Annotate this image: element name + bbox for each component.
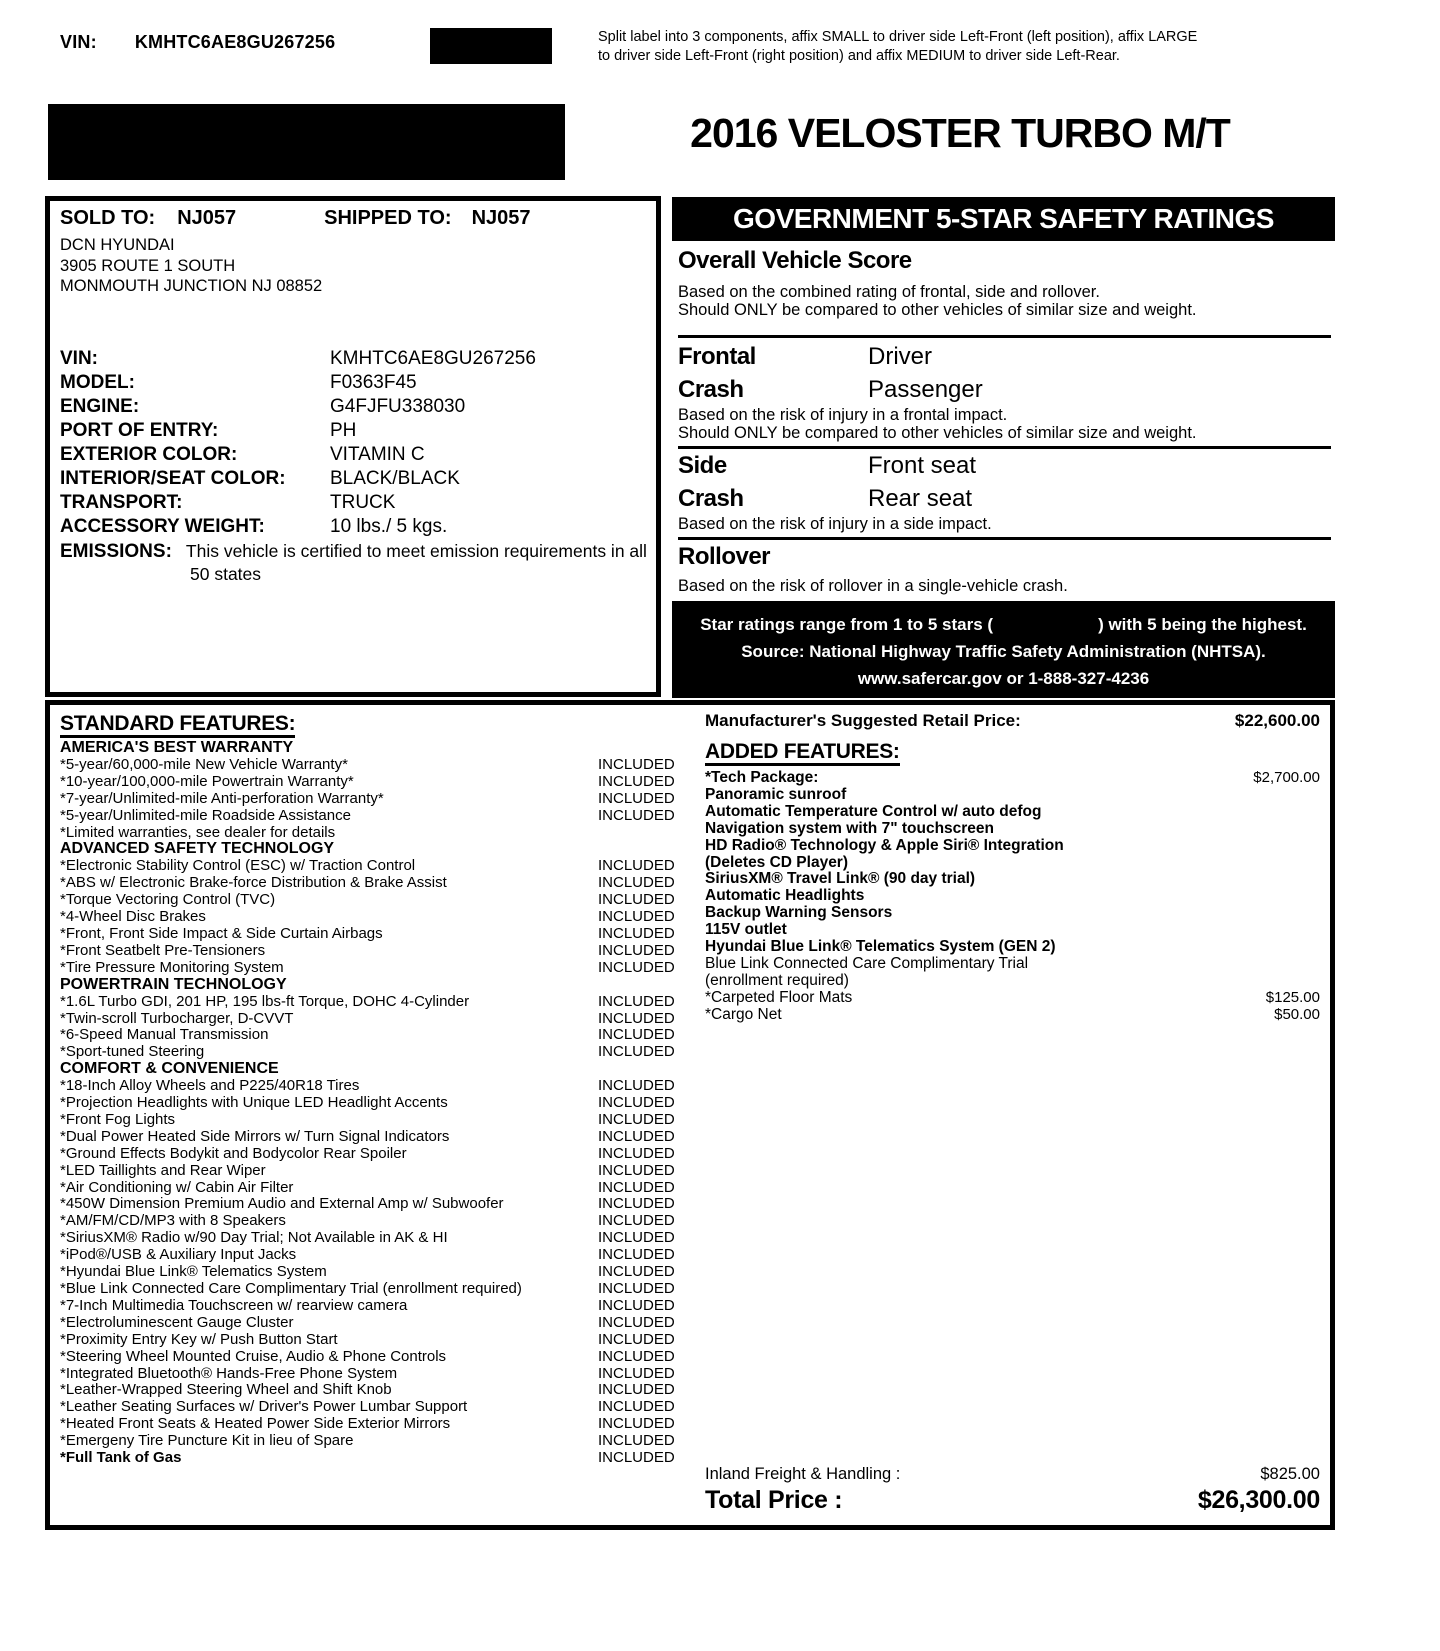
- standard-features-list: [60, 740, 688, 1467]
- added-feature-name: *Carpeted Floor Mats: [705, 988, 853, 1006]
- spec-row: [60, 347, 536, 371]
- added-feature-row: [705, 770, 1320, 787]
- added-feature-name: *Cargo Net: [705, 1005, 782, 1023]
- feature-row: [60, 1146, 688, 1163]
- added-feature-name: (enrollment required): [705, 971, 849, 989]
- spec-value: VITAMIN C: [330, 444, 425, 465]
- feature-name: *Twin-scroll Turbocharger, D-CVVT: [60, 1009, 294, 1027]
- feature-included: INCLUDED: [598, 891, 675, 909]
- added-feature-row: [705, 1007, 1320, 1024]
- feature-included: INCLUDED: [598, 857, 675, 875]
- sold-shipped-row: [60, 207, 531, 230]
- vin-header-label: VIN:: [60, 32, 97, 52]
- safety-ratings-title: GOVERNMENT 5-STAR SAFETY RATINGS: [672, 197, 1335, 241]
- added-feature-row: [705, 855, 1320, 872]
- feature-name: *6-Speed Manual Transmission: [60, 1026, 269, 1044]
- feature-included: INCLUDED: [598, 1330, 675, 1348]
- feature-row: [60, 808, 688, 825]
- feature-included: INCLUDED: [598, 1381, 675, 1399]
- feature-row: [60, 1027, 688, 1044]
- feature-included: INCLUDED: [598, 1094, 675, 1112]
- feature-included: INCLUDED: [598, 1178, 675, 1196]
- dealer-info-box: [45, 196, 661, 697]
- feature-name: *Front, Front Side Impact & Side Curtain Airbags: [60, 924, 383, 942]
- feature-row: [60, 1230, 688, 1247]
- star-range-line: [672, 611, 1335, 638]
- added-feature-name: *Tech Package:: [705, 769, 819, 786]
- star-range-suffix: ) with 5 being the highest.: [1098, 615, 1307, 634]
- side-crash-word2: Crash: [678, 485, 744, 512]
- spec-row: [60, 515, 536, 539]
- spec-value: PH: [330, 420, 357, 441]
- feature-name: *Integrated Bluetooth® Hands-Free Phone System: [60, 1364, 398, 1382]
- feature-included: INCLUDED: [598, 772, 675, 790]
- feature-included: INCLUDED: [598, 1280, 675, 1297]
- added-feature-row: [705, 956, 1320, 973]
- added-feature-row: [705, 990, 1320, 1007]
- feature-row: [60, 1129, 688, 1146]
- added-feature-row: [705, 939, 1320, 956]
- frontal-driver-row: Driver: [868, 343, 932, 370]
- feature-name: *Full Tank of Gas: [60, 1449, 182, 1467]
- feature-row: [60, 1163, 688, 1180]
- dealer-address-line3: MONMOUTH JUNCTION NJ 08852: [60, 277, 323, 295]
- feature-included: [598, 825, 688, 842]
- feature-included: INCLUDED: [598, 1110, 675, 1128]
- added-feature-name: (Deletes CD Player): [705, 853, 849, 871]
- sold-to-value: NJ057: [177, 207, 237, 229]
- freight-label: Inland Freight & Handling :: [705, 1465, 901, 1483]
- spec-label: MODEL:: [60, 372, 135, 393]
- feature-row: [60, 994, 688, 1011]
- feature-included: INCLUDED: [598, 1127, 675, 1145]
- safety-divider-2: [678, 446, 1331, 449]
- frontal-crash-word1: Frontal: [678, 343, 756, 370]
- feature-row: [60, 1095, 688, 1112]
- spec-value: KMHTC6AE8GU267256: [330, 348, 536, 369]
- feature-name: *Air Conditioning w/ Cabin Air Filter: [60, 1178, 294, 1196]
- feature-included: INCLUDED: [598, 1212, 675, 1230]
- spec-label: TRANSPORT:: [60, 492, 183, 513]
- added-feature-row: [705, 787, 1320, 804]
- added-feature-name: Automatic Headlights: [705, 887, 865, 905]
- spec-row: [60, 395, 536, 419]
- feature-name: *ABS w/ Electronic Brake-force Distribution & Brake Assist: [60, 874, 447, 892]
- feature-name: *Sport-tuned Steering: [60, 1043, 205, 1061]
- feature-name: *5-year/60,000-mile New Vehicle Warranty*: [60, 755, 348, 773]
- feature-row: [60, 1281, 688, 1298]
- spec-row: [60, 371, 536, 395]
- feature-row: [60, 1213, 688, 1230]
- added-feature-row: [705, 838, 1320, 855]
- feature-included: INCLUDED: [598, 1263, 675, 1281]
- feature-row: [60, 825, 688, 842]
- feature-included: INCLUDED: [598, 1229, 675, 1247]
- feature-row: [60, 791, 688, 808]
- spec-label: INTERIOR/SEAT COLOR:: [60, 468, 286, 489]
- nhtsa-source-line: Source: National Highway Traffic Safety Administration (NHTSA).: [741, 642, 1266, 661]
- feature-name: *Proximity Entry Key w/ Push Button Start: [60, 1330, 338, 1348]
- standard-features-column: [60, 713, 688, 1467]
- feature-included: INCLUDED: [598, 1449, 675, 1467]
- feature-name: *4-Wheel Disc Brakes: [60, 908, 206, 926]
- feature-row: [60, 1382, 688, 1399]
- feature-row: [60, 1196, 688, 1213]
- total-price-row: [705, 1485, 1320, 1515]
- dealer-address: [60, 235, 322, 297]
- feature-name: *SiriusXM® Radio w/90 Day Trial; Not Available in AK & HI: [60, 1229, 448, 1247]
- safety-footer: [672, 601, 1335, 698]
- emissions-row: [60, 541, 647, 563]
- feature-included: INCLUDED: [598, 992, 675, 1010]
- vehicle-spec-list: [60, 347, 536, 539]
- feature-included: INCLUDED: [598, 874, 675, 892]
- feature-name: *Torque Vectoring Control (TVC): [60, 891, 276, 909]
- side-rear-seat-row: Rear seat: [868, 485, 973, 512]
- spec-label: PORT OF ENTRY:: [60, 420, 219, 441]
- added-features-heading: ADDED FEATURES:: [705, 741, 900, 766]
- feature-name: *iPod®/USB & Auxiliary Input Jacks: [60, 1246, 297, 1264]
- pricing-totals: [705, 1463, 1320, 1515]
- added-features-list: [705, 770, 1320, 1024]
- feature-name: *Blue Link Connected Care Complimentary Trial (enrollment required): [60, 1280, 522, 1297]
- feature-row: [60, 1433, 688, 1450]
- feature-included: INCLUDED: [598, 1246, 675, 1264]
- feature-name: *Emergeny Tire Puncture Kit in lieu of Spare: [60, 1432, 354, 1450]
- safety-divider-3: [678, 537, 1331, 540]
- spec-row: [60, 467, 536, 491]
- dealer-address-line1: DCN HYUNDAI: [60, 236, 175, 254]
- feature-included: INCLUDED: [598, 1043, 675, 1061]
- feature-row: [60, 892, 688, 909]
- feature-row: [60, 1450, 688, 1467]
- feature-included: INCLUDED: [598, 1077, 675, 1095]
- shipped-to-label: SHIPPED TO:: [324, 207, 452, 229]
- feature-row: [60, 943, 688, 960]
- frontal-note-1: Based on the risk of injury in a frontal impact.: [678, 406, 1008, 424]
- feature-row: [60, 1011, 688, 1028]
- logo-placeholder: [48, 104, 565, 180]
- feature-name: *Front Seatbelt Pre-Tensioners: [60, 941, 266, 959]
- feature-name: *450W Dimension Premium Audio and External Amp w/ Subwoofer: [60, 1195, 504, 1213]
- sold-to-label: SOLD TO:: [60, 207, 156, 229]
- added-feature-price: $125.00: [1265, 988, 1320, 1006]
- total-price-value: $26,300.00: [1197, 1486, 1320, 1514]
- spec-value: G4FJFU338030: [330, 396, 466, 417]
- safety-ratings-panel: [672, 197, 1335, 698]
- overall-score-heading: Overall Vehicle Score: [678, 247, 912, 274]
- feature-row: [60, 1264, 688, 1281]
- feature-included: INCLUDED: [598, 1296, 675, 1314]
- spec-row: [60, 419, 536, 443]
- feature-name: *Dual Power Heated Side Mirrors w/ Turn Signal Indicators: [60, 1127, 450, 1145]
- added-feature-name: Automatic Temperature Control w/ auto defog: [705, 802, 1042, 820]
- affix-instructions-line2: to driver side Left-Front (right position) and affix MEDIUM to driver side Left-Rear.: [598, 48, 1120, 64]
- star-range-prefix: Star ratings range from 1 to 5 stars (: [700, 615, 994, 634]
- emissions-text-line1: This vehicle is certified to meet emission requirements in all: [185, 541, 647, 561]
- feature-included: INCLUDED: [598, 1026, 675, 1044]
- added-feature-row: [705, 973, 1320, 990]
- vin-header-row: [60, 32, 335, 53]
- safety-divider-1: [678, 335, 1331, 338]
- side-front-seat-row: Front seat: [868, 452, 977, 479]
- feature-name: *Hyundai Blue Link® Telematics System: [60, 1263, 327, 1281]
- feature-included: INCLUDED: [598, 958, 675, 976]
- feature-name: *7-year/Unlimited-mile Anti-perforation Warranty*: [60, 789, 384, 807]
- feature-row: [60, 875, 688, 892]
- added-feature-row: [705, 871, 1320, 888]
- added-feature-row: [705, 922, 1320, 939]
- feature-included: INCLUDED: [598, 1144, 675, 1162]
- spec-value: F0363F45: [330, 372, 417, 393]
- feature-row: [60, 1044, 688, 1061]
- feature-included: INCLUDED: [598, 1398, 675, 1416]
- feature-name: *Steering Wheel Mounted Cruise, Audio & Phone Controls: [60, 1347, 447, 1365]
- feature-name: *AM/FM/CD/MP3 with 8 Speakers: [60, 1212, 286, 1230]
- emissions-label: EMISSIONS:: [60, 541, 172, 562]
- standard-features-heading: STANDARD FEATURES:: [60, 713, 295, 738]
- rollover-note-1: Based on the risk of rollover in a single-vehicle crash.: [678, 577, 1068, 595]
- affix-instructions: [598, 28, 1288, 66]
- feature-included: INCLUDED: [598, 941, 675, 959]
- feature-included: INCLUDED: [598, 1415, 675, 1433]
- feature-name: *1.6L Turbo GDI, 201 HP, 195 lbs-ft Torque, DOHC 4-Cylinder: [60, 992, 470, 1010]
- spec-label: ACCESSORY WEIGHT:: [60, 516, 265, 537]
- feature-row: [60, 1112, 688, 1129]
- feature-row: [60, 774, 688, 791]
- added-feature-name: Panoramic sunroof: [705, 785, 847, 803]
- feature-name: *5-year/Unlimited-mile Roadside Assistance: [60, 806, 351, 824]
- overall-note-2: Should ONLY be compared to other vehicles of similar size and weight.: [678, 301, 1197, 319]
- emissions-text-line2: 50 states: [190, 564, 262, 584]
- safercar-url-line: www.safercar.gov or 1-888-327-4236: [857, 669, 1150, 688]
- feature-section-title: ADVANCED SAFETY TECHNOLOGY: [60, 840, 335, 858]
- feature-name: *Electronic Stability Control (ESC) w/ Traction Control: [60, 857, 416, 875]
- feature-section-title: POWERTRAIN TECHNOLOGY: [60, 975, 287, 993]
- affix-instructions-line1: Split label into 3 components, affix SMALL to driver side Left-Front (left position), affix LARGE: [598, 29, 1198, 45]
- spec-label: ENGINE:: [60, 396, 140, 417]
- feature-included: INCLUDED: [598, 755, 675, 773]
- dealer-address-line2: 3905 ROUTE 1 SOUTH: [60, 256, 236, 275]
- feature-name: *7-Inch Multimedia Touchscreen w/ rearview camera: [60, 1296, 408, 1314]
- spec-value: BLACK/BLACK: [330, 468, 460, 489]
- feature-included: INCLUDED: [598, 1347, 675, 1365]
- feature-name: *Tire Pressure Monitoring System: [60, 958, 284, 976]
- side-crash-word1: Side: [678, 452, 727, 479]
- feature-included: INCLUDED: [598, 908, 675, 926]
- added-feature-row: [705, 905, 1320, 922]
- feature-row: [60, 1180, 688, 1197]
- side-note-1: Based on the risk of injury in a side impact.: [678, 515, 992, 533]
- freight-row: [705, 1463, 1320, 1485]
- feature-name: *Ground Effects Bodykit and Bodycolor Rear Spoiler: [60, 1144, 407, 1162]
- added-feature-row: [705, 888, 1320, 905]
- added-feature-name: Blue Link Connected Care Complimentary Trial: [705, 954, 1029, 972]
- feature-included: INCLUDED: [598, 1364, 675, 1382]
- vin-header-value: KMHTC6AE8GU267256: [134, 32, 336, 52]
- feature-included: INCLUDED: [598, 806, 675, 824]
- total-price-label: Total Price :: [705, 1486, 843, 1514]
- added-feature-name: HD Radio® Technology & Apple Siri® Integration: [705, 836, 1064, 854]
- feature-row: [60, 1315, 688, 1332]
- added-feature-name: Hyundai Blue Link® Telematics System (GEN 2): [705, 938, 1056, 956]
- feature-row: [60, 1078, 688, 1095]
- feature-included: INCLUDED: [598, 1313, 675, 1331]
- feature-row: [60, 909, 688, 926]
- added-feature-name: Navigation system with 7" touchscreen: [705, 819, 995, 837]
- msrp-value: $22,600.00: [1234, 711, 1320, 730]
- feature-included: INCLUDED: [598, 1009, 675, 1027]
- frontal-note-2: Should ONLY be compared to other vehicles of similar size and weight.: [678, 424, 1197, 442]
- feature-included: INCLUDED: [598, 789, 675, 807]
- features-pricing-box: [45, 700, 1335, 1530]
- feature-included: INCLUDED: [598, 1195, 675, 1213]
- feature-included: INCLUDED: [598, 1161, 675, 1179]
- feature-name: *Projection Headlights with Unique LED Headlight Accents: [60, 1094, 448, 1112]
- feature-row: [60, 858, 688, 875]
- msrp-label: Manufacturer's Suggested Retail Price:: [705, 711, 1021, 730]
- feature-row: [60, 1332, 688, 1349]
- feature-row: [60, 1399, 688, 1416]
- feature-name: *18-Inch Alloy Wheels and P225/40R18 Tires: [60, 1077, 360, 1095]
- feature-name: *Leather-Wrapped Steering Wheel and Shift Knob: [60, 1381, 392, 1399]
- feature-row: [60, 1416, 688, 1433]
- vehicle-title: 2016 VELOSTER TURBO M/T: [690, 110, 1230, 156]
- feature-row: [60, 1349, 688, 1366]
- frontal-crash-word2: Crash: [678, 376, 744, 403]
- feature-name: *Front Fog Lights: [60, 1110, 176, 1128]
- added-feature-name: Backup Warning Sensors: [705, 904, 893, 922]
- feature-row: [60, 1298, 688, 1315]
- added-feature-name: 115V outlet: [705, 921, 787, 939]
- shipped-to-value: NJ057: [471, 207, 531, 229]
- spec-row: [60, 491, 536, 515]
- feature-included: INCLUDED: [598, 924, 675, 942]
- spec-label: EXTERIOR COLOR:: [60, 444, 238, 465]
- spec-label: VIN:: [60, 348, 98, 369]
- added-feature-price: $50.00: [1274, 1005, 1320, 1023]
- spec-value: TRUCK: [330, 492, 396, 513]
- feature-row: [60, 926, 688, 943]
- added-feature-name: SiriusXM® Travel Link® (90 day trial): [705, 870, 976, 888]
- freight-value: $825.00: [1260, 1465, 1320, 1483]
- feature-name: *Leather Seating Surfaces w/ Driver's Power Lumbar Support: [60, 1398, 468, 1416]
- spec-row: [60, 443, 536, 467]
- added-feature-row: [705, 804, 1320, 821]
- pricing-column: [705, 711, 1320, 1024]
- feature-row: [60, 1247, 688, 1264]
- feature-included: INCLUDED: [598, 1432, 675, 1450]
- feature-name: *Electroluminescent Gauge Cluster: [60, 1313, 294, 1331]
- frontal-passenger-row: Passenger: [868, 376, 983, 403]
- added-feature-row: [705, 821, 1320, 838]
- barcode-placeholder: [430, 28, 552, 64]
- feature-name: *LED Taillights and Rear Wiper: [60, 1161, 266, 1179]
- feature-row: [60, 757, 688, 774]
- feature-section-title: COMFORT & CONVENIENCE: [60, 1060, 279, 1078]
- overall-note-1: Based on the combined rating of frontal, side and rollover.: [678, 283, 1100, 301]
- feature-name: *10-year/100,000-mile Powertrain Warranty*: [60, 772, 354, 790]
- feature-row: [60, 960, 688, 977]
- feature-name: *Limited warranties, see dealer for details: [60, 823, 336, 841]
- msrp-row: [705, 711, 1320, 731]
- rollover-heading: Rollover: [678, 543, 771, 570]
- feature-row: [60, 1366, 688, 1383]
- feature-section-title: AMERICA'S BEST WARRANTY: [60, 739, 294, 756]
- added-feature-price: $2,700.00: [1253, 769, 1320, 786]
- spec-value: 10 lbs./ 5 kgs.: [330, 516, 448, 537]
- feature-name: *Heated Front Seats & Heated Power Side Exterior Mirrors: [60, 1415, 451, 1433]
